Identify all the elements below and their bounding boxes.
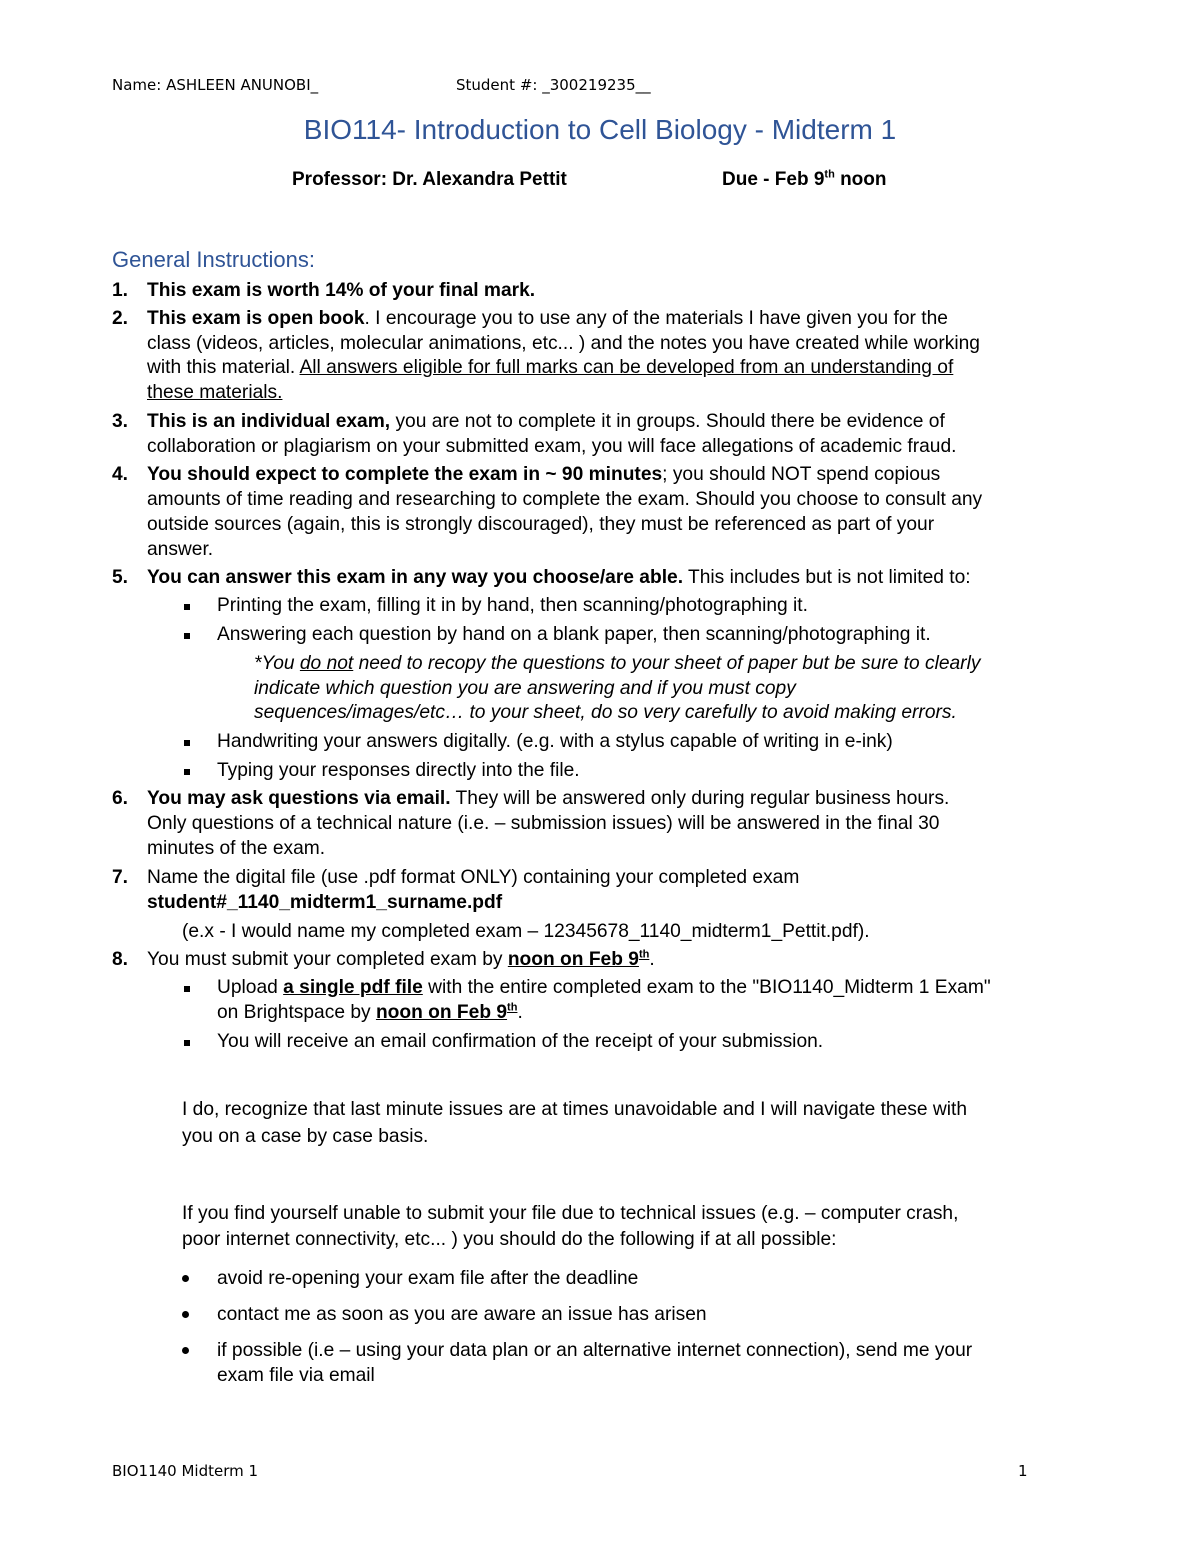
sub-item: You will receive an email confirmation of the receipt of your submission. [217,1031,824,1052]
text: need to recopy the questions to your sheet of paper but be sure to clearly [353,653,981,674]
due-prefix: Due - Feb 9 [722,169,825,190]
paragraph-2-line-2: poor internet connectivity, etc... ) you should do the following if at all possible: [182,1229,837,1250]
name-value: ASHLEEN ANUNOBI_ [161,76,319,94]
section-heading: General Instructions: [112,247,315,272]
instruction-3-line-1 [147,410,945,435]
note-line-2: indicate which question you are answering and if you must copy [254,678,796,699]
bold-underlined-text: a single pdf file [283,977,423,998]
sup-text: th [638,948,650,961]
bold-text: This exam is open book [147,308,365,329]
bullet-item: avoid re-opening your exam file after the deadline [217,1268,639,1289]
sub-item: Typing your responses directly into the file. [217,760,580,781]
item-number: 3. [112,411,129,432]
item-number: 2. [112,308,129,329]
text: *You [254,653,300,674]
instruction-4-line-4: answer. [147,539,214,560]
deadline-text: noon on Feb 9 [507,949,639,970]
instruction-5-line-1 [147,566,971,591]
text: . [649,949,655,970]
deadline-text: noon on Feb 9 [375,1002,508,1023]
square-bullet-icon [184,633,190,639]
instruction-2-line-2: class (videos, articles, molecular animations, etc... ) and the notes you have created while working [147,333,980,354]
bold-text: You can answer this exam in any way you choose/are able. [147,567,684,588]
round-bullet-icon [182,1275,189,1282]
student-number-label: Student #: [456,76,538,94]
due-suffix: noon [834,169,887,190]
instruction-3-line-2: collaboration or plagiarism on your submitted exam, you will face allegations of academic fraud. [147,436,957,457]
text: This includes but is not limited to: [683,567,971,588]
instruction-2-line-3 [147,356,953,381]
square-bullet-icon [184,769,190,775]
footer-label: BIO1140 Midterm 1 [112,1462,259,1480]
bullet-item-continued: exam file via email [217,1365,375,1386]
item-number: 6. [112,788,129,809]
instruction-2-line-1 [147,307,948,332]
sub-item [217,976,991,1001]
item-number: 5. [112,567,129,588]
paragraph-2-line-1: If you find yourself unable to submit your file due to technical issues (e.g. – computer crash, [182,1203,959,1224]
round-bullet-icon [182,1347,189,1354]
text: Upload [217,977,284,998]
instruction-6-line-3: minutes of the exam. [147,838,326,859]
student-number-value: _300219235__ [537,76,651,94]
instruction-4-line-1 [147,463,940,488]
round-bullet-icon [182,1311,189,1318]
underlined-text: do not [299,653,354,674]
text: on Brightspace by [217,1002,376,1023]
instruction-1: This exam is worth 14% of your final mark. [147,280,536,301]
bold-text: You may ask questions via email. [147,788,451,809]
document-title: BIO114- Introduction to Cell Biology - Midterm 1 [303,114,897,145]
due-date [722,169,887,191]
sup-text: th [507,1001,518,1014]
item-number: 4. [112,464,129,485]
sub-item: Printing the exam, filling it in by hand, then scanning/photographing it. [217,595,808,616]
student-number [456,76,651,94]
due-sup: th [824,168,835,181]
bold-text: This is an individual exam, [147,411,391,432]
text: with the entire completed exam to the "BIO1140_Midterm 1 Exam" [422,977,991,998]
bold-text: You should expect to complete the exam in ~ 90 minutes [147,464,663,485]
item-number: 7. [112,867,129,888]
sub-item: Handwriting your answers digitally. (e.g. with a stylus capable of writing in e-ink) [217,731,893,752]
item-number: 1. [112,280,129,301]
instruction-8-line-1 [147,948,655,973]
instruction-6-line-1 [147,787,949,812]
text: . [517,1002,523,1023]
student-name [112,76,318,94]
bullet-item: contact me as soon as you are aware an issue has arisen [217,1304,707,1325]
bullet-item: if possible (i.e – using your data plan or an alternative internet connection), send me your [217,1340,973,1361]
sub-item-continued [217,1001,523,1026]
instruction-4-line-3: outside sources (again, this is strongly discouraged), they must be referenced as part of your [147,514,935,535]
instruction-4-line-2: amounts of time reading and researching to complete the exam. Should you choose to consult any [147,489,983,510]
instruction-7-line-1: Name the digital file (use .pdf format ONLY) containing your completed exam [147,867,800,888]
instruction-6-line-2: Only questions of a technical nature (i.e. – submission issues) will be answered in the final 30 [147,813,940,834]
paragraph-1-line-1: I do, recognize that last minute issues are at times unavoidable and I will navigate these with [182,1099,967,1120]
text: . I encourage you to use any of the materials I have given you for the [364,308,948,329]
page-number: 1 [1018,1462,1028,1480]
square-bullet-icon [184,740,190,746]
square-bullet-icon [184,604,190,610]
underlined-text: All answers eligible for full marks can be developed from an understanding of [299,357,954,378]
sub-item: Answering each question by hand on a blank paper, then scanning/photographing it. [217,624,931,645]
instruction-2-line-4: these materials. [147,382,283,403]
note-line-1 [254,652,980,677]
square-bullet-icon [184,1040,190,1046]
professor-line: Professor: Dr. Alexandra Pettit [292,169,567,190]
filename-format: student#_1140_midterm1_surname.pdf [147,892,503,913]
text: ; you should NOT spend copious [662,464,941,485]
note-line-3: sequences/images/etc… to your sheet, do so very carefully to avoid making errors. [254,702,957,723]
text: They will be answered only during regular business hours. [450,788,950,809]
text: you are not to complete it in groups. Should there be evidence of [390,411,945,432]
name-label: Name: [112,76,162,94]
square-bullet-icon [184,986,190,992]
paragraph-1-line-2: you on a case by case basis. [182,1126,429,1147]
filename-example: (e.x - I would name my completed exam – 12345678_1140_midterm1_Pettit.pdf). [182,921,870,942]
item-number: 8. [112,949,129,970]
text: with this material. [147,357,300,378]
text: You must submit your completed exam by [147,949,508,970]
